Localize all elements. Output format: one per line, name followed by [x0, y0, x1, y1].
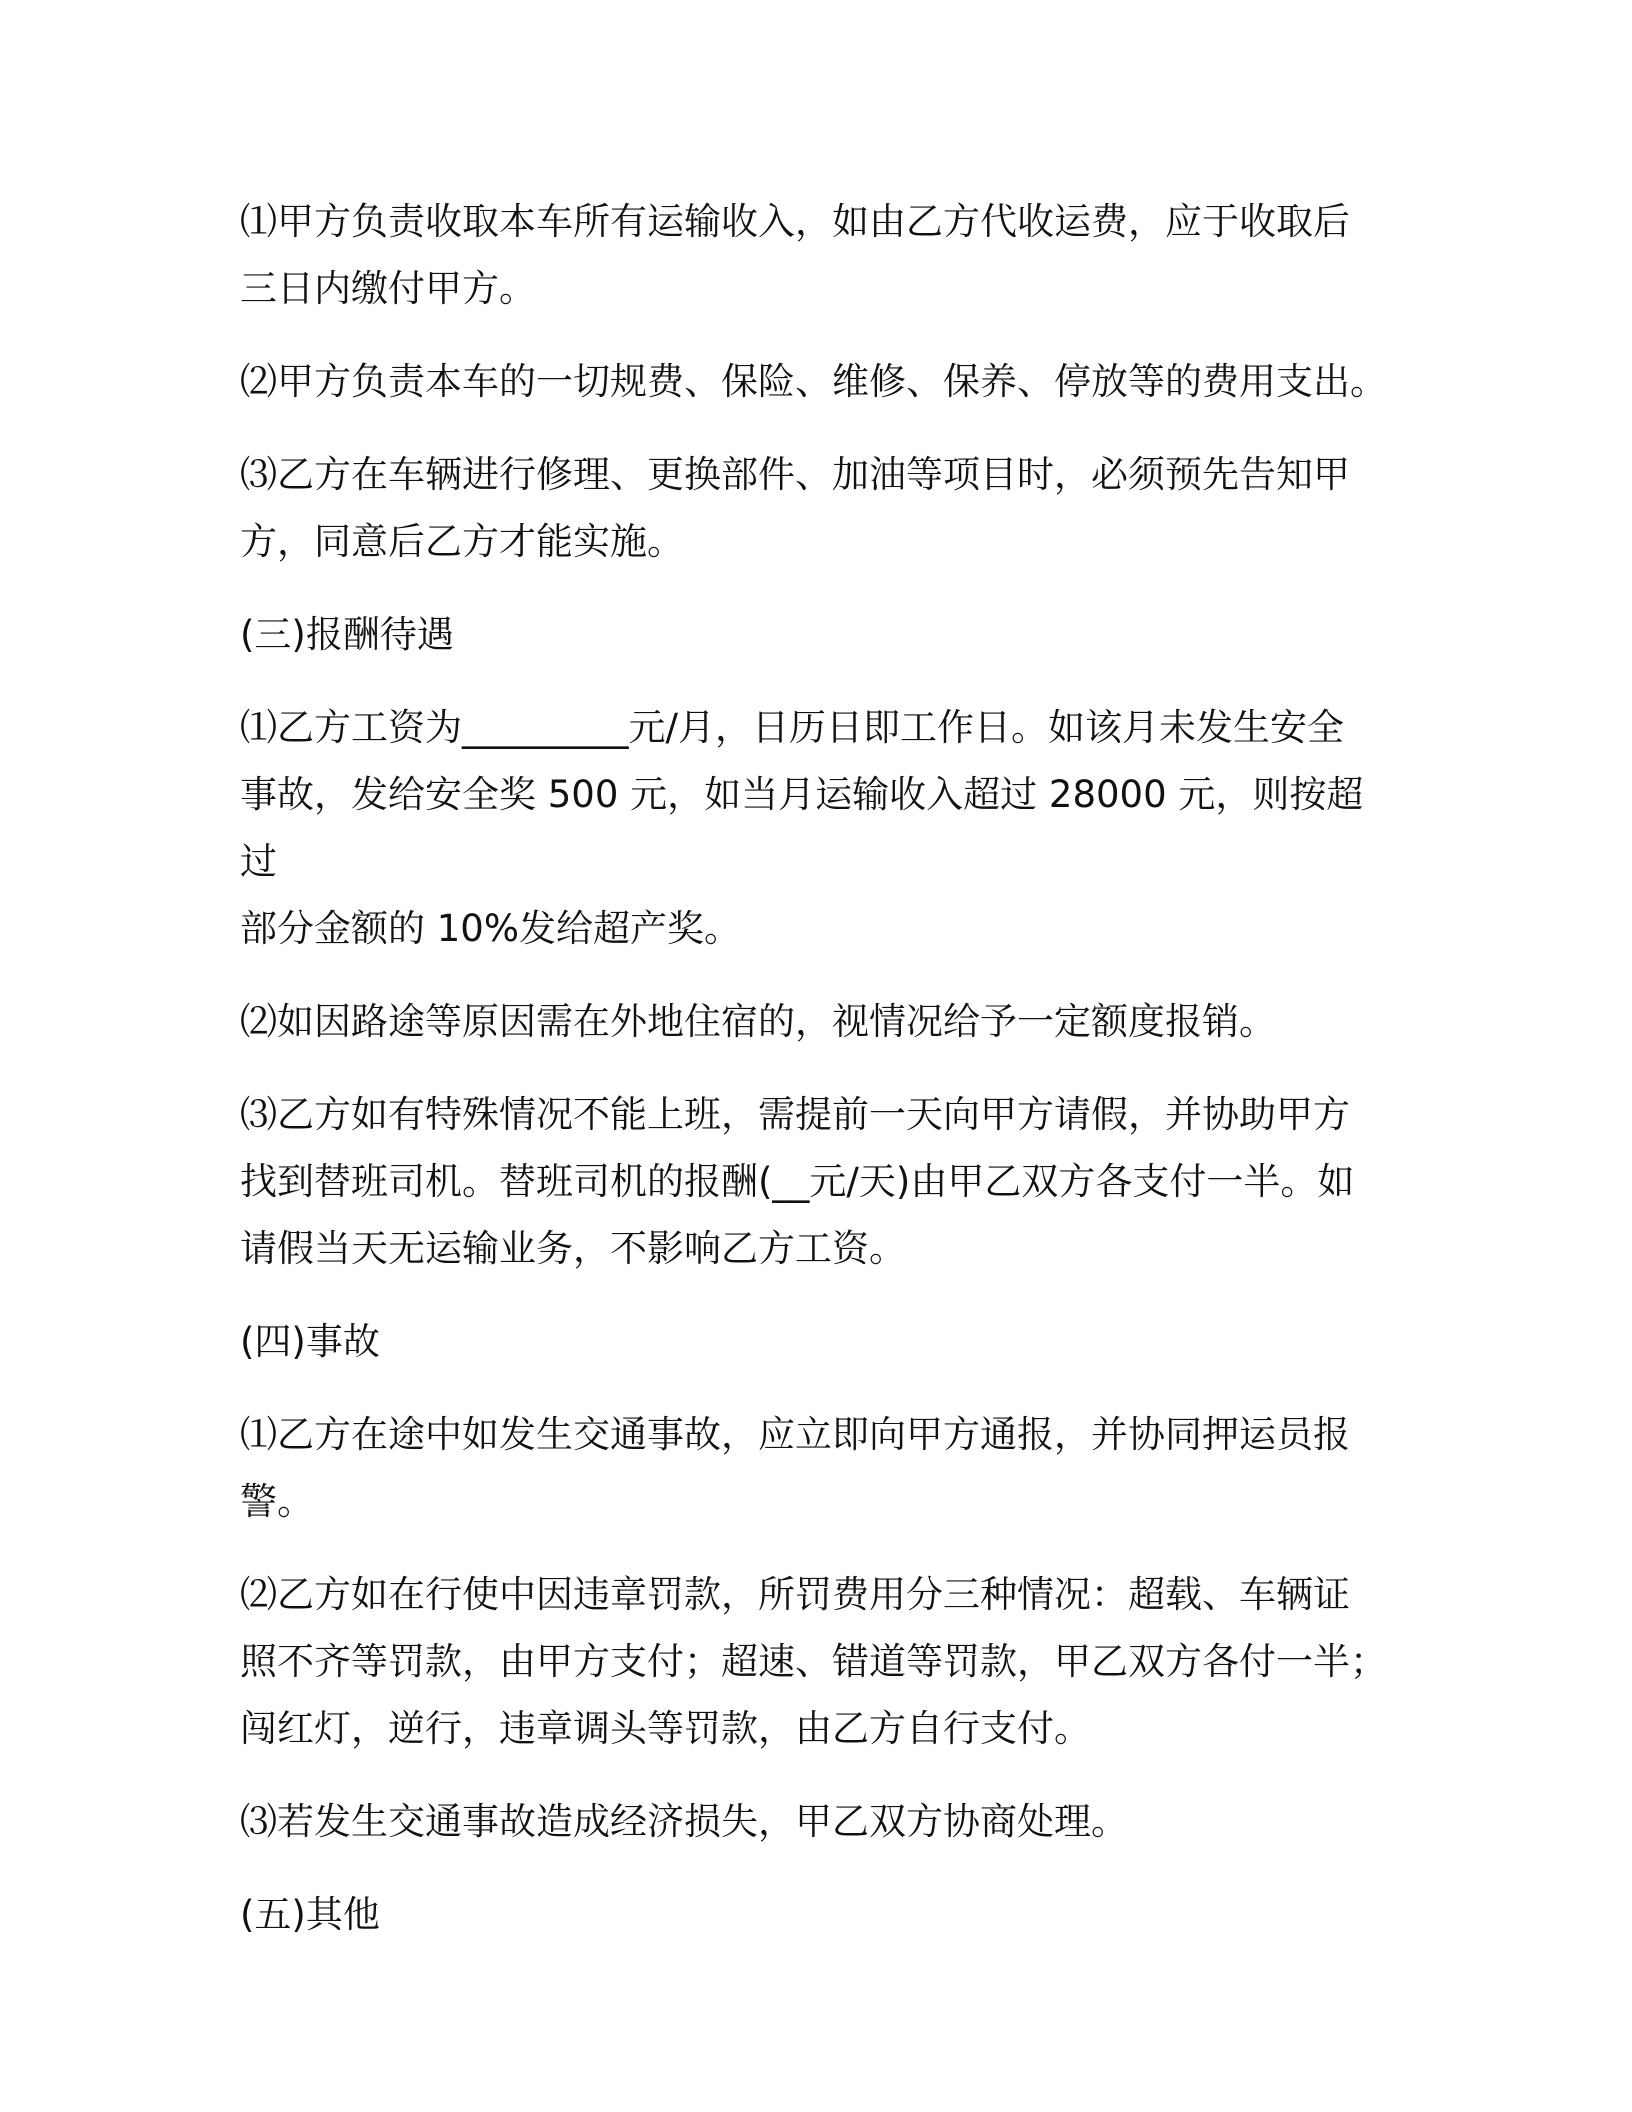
section-heading	[240, 1308, 1390, 1375]
text-line: ⑶乙方在车辆进行修理、更换部件、加油等项目时，必须预先告知甲	[240, 453, 1350, 496]
text-line: ⑵甲方负责本车的一切规费、保险、维修、保养、停放等的费用支出。	[240, 360, 1387, 403]
clause-paragraph	[240, 694, 1390, 962]
section-heading	[240, 601, 1390, 668]
clause-paragraph	[240, 441, 1390, 575]
text-line: 三日内缴付甲方。	[240, 267, 536, 310]
text-line: 部分金额的 10%发给超产奖。	[240, 907, 741, 950]
section-heading	[240, 1881, 1390, 1948]
clause-paragraph	[240, 1561, 1390, 1762]
text-line: 事故，发给安全奖 500 元，如当月运输收入超过 28000 元，则按超过	[240, 773, 1364, 883]
text-line: ⑴甲方负责收取本车所有运输收入，如由乙方代收运费，应于收取后	[240, 200, 1350, 243]
clause-paragraph	[240, 348, 1390, 415]
text-line: ⑴乙方在途中如发生交通事故，应立即向甲方通报，并协同押运员报	[240, 1413, 1350, 1456]
text-line: (四)事故	[240, 1320, 380, 1363]
text-line: 找到替班司机。替班司机的报酬(__元/天)由甲乙双方各支付一半。如	[240, 1160, 1355, 1203]
text-line: 照不齐等罚款，由甲方支付；超速、错道等罚款，甲乙双方各付一半；	[240, 1640, 1387, 1683]
clause-paragraph	[240, 1401, 1390, 1535]
clause-paragraph	[240, 1788, 1390, 1855]
text-line: ⑴乙方工资为_________元/月，日历日即工作日。如该月未发生安全	[240, 706, 1344, 749]
document-page	[240, 188, 1390, 1974]
text-line: (五)其他	[240, 1893, 380, 1936]
clause-paragraph	[240, 988, 1390, 1055]
text-line: (三)报酬待遇	[240, 613, 454, 656]
clause-paragraph	[240, 1081, 1390, 1282]
text-line: 闯红灯，逆行，违章调头等罚款，由乙方自行支付。	[240, 1707, 1091, 1750]
text-line: ⑶若发生交通事故造成经济损失，甲乙双方协商处理。	[240, 1800, 1128, 1843]
text-line: ⑵乙方如在行使中因违章罚款，所罚费用分三种情况：超载、车辆证	[240, 1573, 1350, 1616]
text-line: 方，同意后乙方才能实施。	[240, 520, 684, 563]
text-line: ⑶乙方如有特殊情况不能上班，需提前一天向甲方请假，并协助甲方	[240, 1093, 1350, 1136]
text-line: 请假当天无运输业务，不影响乙方工资。	[240, 1227, 906, 1270]
clause-paragraph	[240, 188, 1390, 322]
text-line: ⑵如因路途等原因需在外地住宿的，视情况给予一定额度报销。	[240, 1000, 1276, 1043]
text-line: 警。	[240, 1480, 314, 1523]
